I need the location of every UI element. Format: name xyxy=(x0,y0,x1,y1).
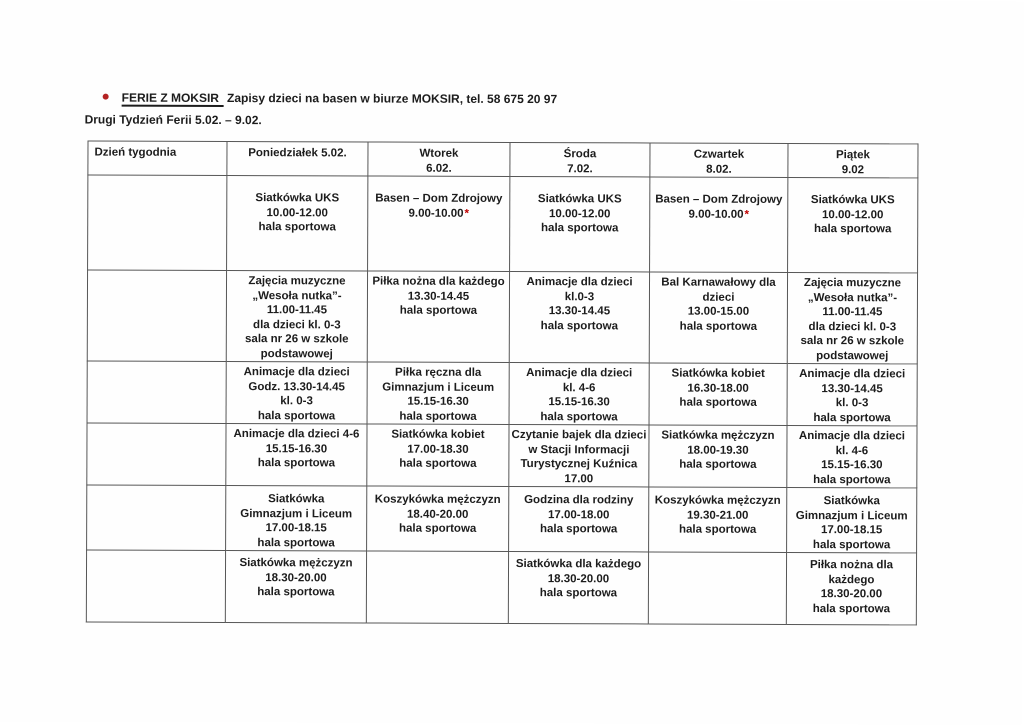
cell-line: Siatkówka UKS xyxy=(810,194,895,207)
cell-line: 9.00-10.00* xyxy=(408,207,470,220)
column-header xyxy=(510,142,650,176)
note-title: FERIE Z MOKSIR xyxy=(122,91,224,107)
cell-line: Animacje dla dzieci xyxy=(798,430,906,443)
cell-line: Siatkówka kobiet xyxy=(391,428,485,441)
cell-line: 13.00-15.00 xyxy=(687,305,750,318)
cell-line: Siatkówka xyxy=(268,493,325,506)
cell-line: 9.00-10.00* xyxy=(688,208,750,221)
cell-line: w Stacji Informacji xyxy=(528,443,630,456)
cell-line: kl. 4-6 xyxy=(835,444,869,457)
cell-line: hala sportowa xyxy=(814,223,892,236)
schedule-cell xyxy=(88,175,227,270)
cell-line: Piłka ręczna dla xyxy=(395,366,482,379)
schedule-cell xyxy=(650,177,788,272)
cell-line: hala sportowa xyxy=(679,458,757,471)
bullet-icon xyxy=(103,94,109,100)
cell-line: hala sportowa xyxy=(813,473,891,486)
cell-line: 10.00-12.00 xyxy=(266,206,328,219)
week-subtitle: Drugi Tydzień Ferii 5.02. – 9.02. xyxy=(84,112,262,128)
column-header xyxy=(788,143,918,177)
cell-line: Siatkówka dla każdego xyxy=(515,558,642,571)
schedule-cell xyxy=(649,272,787,363)
schedule-cell xyxy=(367,362,509,424)
cell-line: Basen – Dom Zdrojowy xyxy=(375,192,503,205)
cell-line: Siatkówka mężczyzn xyxy=(239,557,353,570)
cell-line: 13.30-14.45 xyxy=(821,382,883,395)
cell-line: Siatkówka UKS xyxy=(537,193,622,206)
cell-line: hala sportowa xyxy=(257,586,335,599)
cell-line: 17.00-18.30 xyxy=(407,443,469,456)
cell-line: Siatkówka mężczyzn xyxy=(661,429,775,442)
cell-line: kl. 4-6 xyxy=(562,381,596,394)
column-header-line: Piątek xyxy=(835,149,870,162)
cell-line: hala sportowa xyxy=(540,319,619,332)
cell-line: 16.30-18.00 xyxy=(687,382,749,395)
cell-line: 19.30-21.00 xyxy=(686,509,749,522)
cell-line: Godzina dla rodziny xyxy=(524,494,634,507)
schedule-cell xyxy=(226,271,367,362)
schedule-row xyxy=(87,361,917,426)
column-header xyxy=(88,141,227,175)
cell-line: Siatkówka UKS xyxy=(255,192,340,205)
cell-line: hala sportowa xyxy=(399,457,477,470)
schedule-cell xyxy=(788,177,918,272)
cell-line: Animacje dla dzieci xyxy=(526,276,633,289)
schedule-body xyxy=(86,175,918,625)
cell-line: Piłka nożna dla każdego xyxy=(372,275,505,288)
cell-line: hala sportowa xyxy=(399,304,478,317)
schedule-cell xyxy=(366,551,508,623)
cell-line: 17.00 xyxy=(564,472,594,485)
schedule-cell xyxy=(367,424,509,486)
schedule-cell xyxy=(787,272,917,363)
cell-line: Siatkówka xyxy=(823,495,880,508)
cell-line: 15.15-16.30 xyxy=(548,396,610,409)
cell-line: hala sportowa xyxy=(813,411,891,424)
bullet-note xyxy=(103,91,558,107)
cell-line: 15.15-16.30 xyxy=(407,395,469,408)
cell-line: podstawowej xyxy=(260,347,333,360)
cell-line: Animacje dla dzieci xyxy=(799,368,906,381)
schedule-cell xyxy=(508,551,648,623)
schedule-cell xyxy=(225,551,366,623)
cell-line: Koszykówka mężczyzn xyxy=(654,494,781,507)
red-asterisk: * xyxy=(744,208,750,221)
cell-line: Animacje dla dzieci xyxy=(243,366,350,379)
cell-line: 18.30-20.00 xyxy=(547,572,610,585)
cell-line: Zajęcia muzyczne xyxy=(248,275,346,288)
schedule-cell xyxy=(787,425,917,487)
schedule-cell xyxy=(86,550,225,622)
cell-line: 17.00-18.00 xyxy=(547,508,610,521)
schedule-cell xyxy=(649,425,787,487)
schedule-cell xyxy=(87,361,226,423)
column-header xyxy=(650,143,788,177)
column-header-line: 6.02. xyxy=(426,162,452,175)
cell-line: Gimnazjum i Liceum xyxy=(795,509,908,522)
cell-line: Turystycznej Kuźnica xyxy=(520,458,638,471)
schedule-cell xyxy=(227,176,368,271)
cell-line: Czytanie bajek dla dzieci xyxy=(511,429,647,442)
cell-line: hala sportowa xyxy=(257,409,336,422)
cell-line: 18.30-20.00 xyxy=(820,588,883,601)
schedule-row xyxy=(87,485,917,553)
cell-line: każdego xyxy=(828,573,875,586)
cell-line: 13.30-14.45 xyxy=(548,305,611,318)
cell-line: Piłka nożna dla xyxy=(809,559,894,572)
cell-line: kl.0-3 xyxy=(564,290,595,303)
schedule-cell xyxy=(787,363,917,425)
cell-line: Gimnazjum i Liceum xyxy=(240,507,353,520)
cell-line: 17.00-18.15 xyxy=(820,524,883,537)
cell-line: kl. 0-3 xyxy=(835,397,869,410)
schedule-table xyxy=(86,141,919,626)
cell-line: 18.40-20.00 xyxy=(406,508,469,521)
cell-line: 10.00-12.00 xyxy=(822,208,884,221)
cell-line: dla dzieci kl. 0-3 xyxy=(808,320,897,333)
cell-line: 11.00-11.45 xyxy=(266,304,327,317)
cell-line: sala nr 26 w szkole xyxy=(800,335,905,348)
schedule-cell xyxy=(786,552,916,624)
cell-line: hala sportowa xyxy=(541,222,619,235)
cell-line: hala sportowa xyxy=(539,587,618,600)
cell-line: 11.00-11.45 xyxy=(822,306,883,319)
cell-line: „Wesoła nutka”- xyxy=(252,289,342,302)
column-header-line: 8.02. xyxy=(706,163,732,176)
schedule-cell xyxy=(649,363,787,425)
cell-line: hala sportowa xyxy=(812,602,891,615)
cell-line: 15.15-16.30 xyxy=(265,442,328,455)
column-header-line: 7.02. xyxy=(567,162,593,175)
cell-line: podstawowej xyxy=(816,349,889,362)
schedule-cell xyxy=(509,486,649,551)
header-row xyxy=(88,141,918,178)
schedule-cell xyxy=(367,271,509,362)
cell-line: hala sportowa xyxy=(399,410,477,423)
cell-line: Koszykówka mężczyzn xyxy=(374,493,501,506)
schedule-cell xyxy=(509,362,649,424)
cell-line: Zajęcia muzyczne xyxy=(803,277,902,290)
cell-line: 17.00-18.15 xyxy=(265,522,327,535)
cell-line: Bal Karnawałowy dla xyxy=(661,276,776,289)
schedule-row xyxy=(87,270,917,364)
cell-line: kl. 0-3 xyxy=(280,395,313,408)
cell-line: Animacje dla dzieci xyxy=(526,367,633,380)
column-header-line: Poniedziałek 5.02. xyxy=(248,147,347,160)
cell-line: hala sportowa xyxy=(812,538,891,551)
schedule-cell xyxy=(368,176,510,271)
schedule-cell xyxy=(648,552,786,624)
cell-line: Siatkówka kobiet xyxy=(671,367,765,380)
column-header-line: Środa xyxy=(563,148,597,161)
cell-line: 15.15-16.30 xyxy=(821,459,883,472)
cell-line: Animacje dla dzieci 4-6 xyxy=(233,428,360,441)
cell-line: dzieci xyxy=(702,291,735,304)
cell-line: hala sportowa xyxy=(679,320,758,333)
column-header-line: 9.02 xyxy=(841,163,865,176)
schedule-cell xyxy=(509,271,649,362)
cell-line: „Wesoła nutka”- xyxy=(807,291,898,304)
schedule-cell xyxy=(226,424,367,486)
column-header xyxy=(368,142,510,176)
cell-line: sala nr 26 w szkole xyxy=(245,333,349,346)
schedule-cell xyxy=(367,486,509,551)
schedule-cell xyxy=(787,487,917,552)
schedule-row xyxy=(88,175,918,273)
schedule-cell xyxy=(509,424,649,486)
schedule-cell xyxy=(87,423,226,485)
cell-line: 10.00-12.00 xyxy=(549,207,611,220)
schedule-cell xyxy=(87,485,226,550)
cell-line: hala sportowa xyxy=(257,457,336,470)
column-header-line: Czwartek xyxy=(693,148,745,161)
schedule-row xyxy=(87,423,917,488)
note-text: Zapisy dzieci na basen w biurze MOKSIR, tel. 58 675 20 97 xyxy=(226,91,558,107)
cell-line: Basen – Dom Zdrojowy xyxy=(655,193,783,206)
cell-line: dla dzieci kl. 0-3 xyxy=(253,318,341,331)
cell-line: 18.30-20.00 xyxy=(265,571,327,584)
cell-line: 18.00-19.30 xyxy=(687,444,749,457)
cell-line: hala sportowa xyxy=(679,396,757,409)
cell-line: hala sportowa xyxy=(678,523,757,536)
cell-line: hala sportowa xyxy=(540,410,618,423)
column-header-line: Wtorek xyxy=(419,147,459,160)
schedule-header xyxy=(88,141,918,178)
schedule-row xyxy=(86,550,916,625)
cell-line: Gimnazjum i Liceum xyxy=(382,381,495,394)
schedule-cell xyxy=(226,362,367,424)
cell-line: 13.30-14.45 xyxy=(407,290,470,303)
schedule-cell xyxy=(226,486,367,551)
cell-line: hala sportowa xyxy=(257,536,335,549)
schedule-cell xyxy=(87,270,226,361)
cell-line: hala sportowa xyxy=(398,522,477,535)
column-header-line: Dzień tygodnia xyxy=(94,146,177,159)
schedule-cell xyxy=(510,176,650,271)
cell-line: Godz. 13.30-14.45 xyxy=(248,380,345,393)
cell-line: hala sportowa xyxy=(258,221,336,234)
red-asterisk: * xyxy=(464,207,470,220)
column-header xyxy=(227,142,368,176)
schedule-cell xyxy=(649,487,787,552)
cell-line: hala sportowa xyxy=(539,523,618,536)
